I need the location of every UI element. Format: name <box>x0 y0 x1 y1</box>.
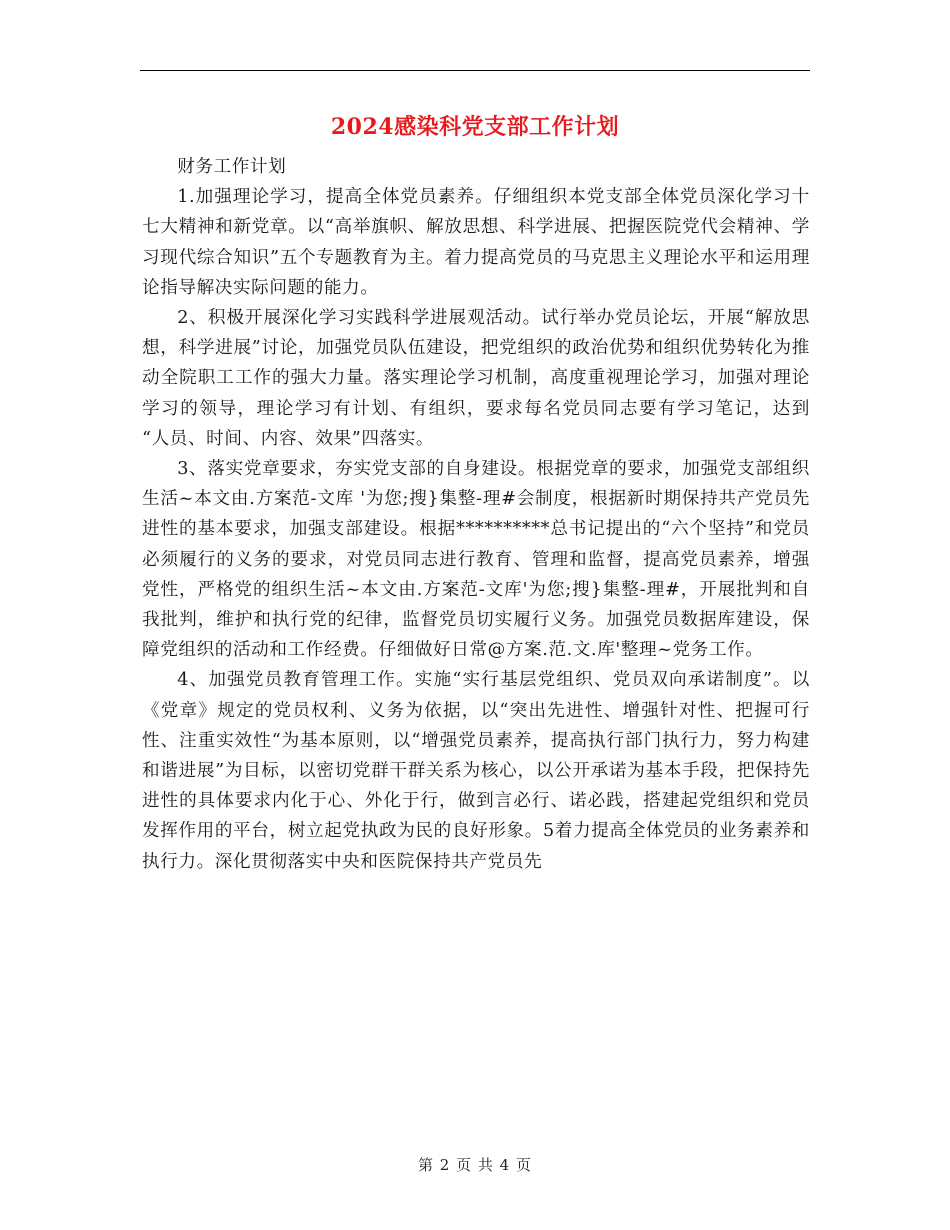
section-heading: 财务工作计划 <box>177 157 287 177</box>
paragraph-3: 3、落实党章要求，夯实党支部的自身建设。根据党章的要求，加强党支部组织生活~本文由.方案范-文库 '为您;搜}集整-理#会制度，根据新时期保持共产党员先进性的基本要求，加强支部建设。根据**********总书记提出的“六个坚持”和党员必须履行的义务的要求，对党员同志进行教育、管理和监督，提高党员素养，增强党性，严格党的组织生活~本文由.方案范-文库'为您;搜}集整-理#，开展批判和自我批判，维护和执行党的纪律，监督党员切实履行义务。加强党员数据库建设，保障党组织的活动和工作经费。仔细做好日常@方案.范.文.库'整理~党务工作。 <box>142 459 810 661</box>
document-body <box>142 152 810 877</box>
paragraph-4: 4、加强党员教育管理工作。实施“实行基层党组织、党员双向承诺制度”。以《党章》规定的党员权利、义务为依据，以“突出先进性、增强针对性、把握可行性、注重实效性“为基本原则，以“增强党员素养，提高执行部门执行力，努力构建和谐进展”为目标，以密切党群干群关系为核心，以公开承诺为基本手段，把保持先进性的具体要求内化于心、外化于行，做到言必行、诺必践，搭建起党组织和党员发挥作用的平台，树立起党执政为民的良好形象。5着力提高全体党员的业务素养和执行力。深化贯彻落实中央和医院保持共产党员先 <box>142 670 810 872</box>
page-number-footer: 第 2 页 共 4 页 <box>418 1156 532 1174</box>
paragraph-1: 1.加强理论学习，提高全体党员素养。仔细组织本党支部全体党员深化学习十七大精神和新党章。以“高举旗帜、解放思想、科学进展、把握医院党代会精神、学习现代综合知识”五个专题教育为主。着力提高党员的马克思主义理论水平和运用理论指导解决实际问题的能力。 <box>142 187 810 298</box>
document-title: 2024感染科党支部工作计划 <box>330 114 620 140</box>
header-rule <box>140 70 810 71</box>
paragraph-2: 2、积极开展深化学习实践科学进展观活动。试行举办党员论坛，开展“解放思想，科学进展”讨论，加强党员队伍建设，把党组织的政治优势和组织优势转化为推动全院职工工作的强大力量。落实理论学习机制，高度重视理论学习，加强对理论学习的领导，理论学习有计划、有组织，要求每名党员同志要有学习笔记，达到 “人员、时间、内容、效果”四落实。 <box>142 308 810 449</box>
